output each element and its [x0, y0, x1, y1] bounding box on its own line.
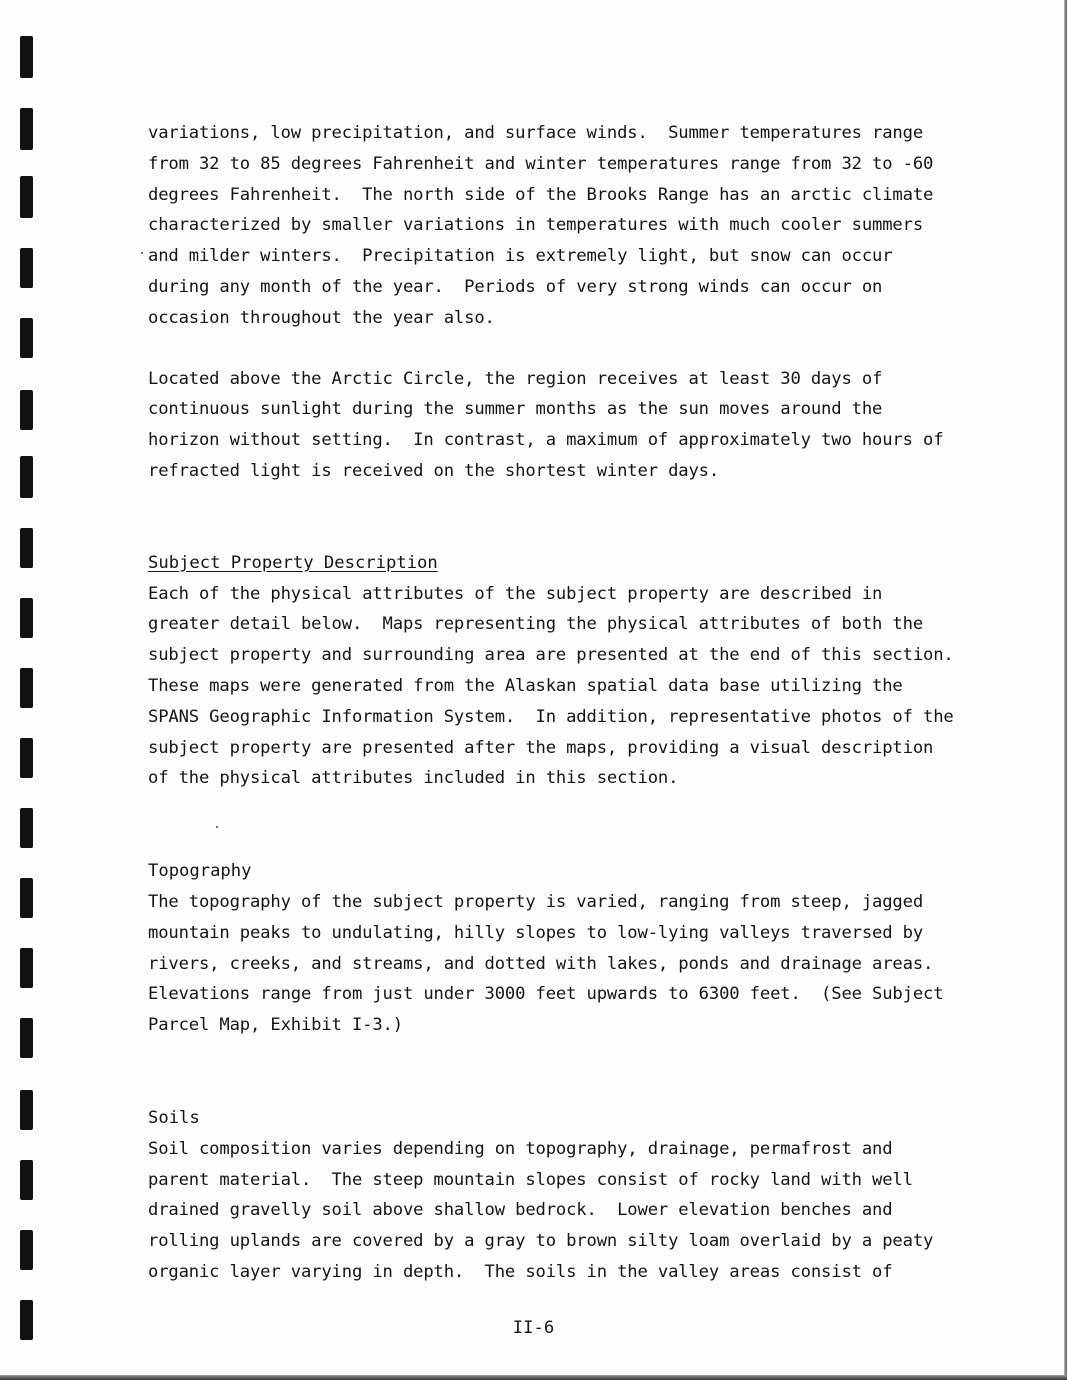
section-topography [148, 856, 978, 1041]
text-line: rolling uplands are covered by a gray to brown silty loam overlaid by a peaty [148, 1231, 934, 1252]
binder-hole-mark [20, 1090, 33, 1130]
binder-hole-mark [20, 318, 33, 358]
text-line: mountain peaks to undulating, hilly slopes to low-lying valleys traversed by [148, 922, 924, 943]
section-soils [148, 1103, 978, 1288]
binder-hole-mark [20, 528, 33, 568]
binder-hole-mark [20, 1160, 33, 1200]
text-line: parent material. The steep mountain slopes consist of rocky land with well [148, 1169, 913, 1190]
text-line: variations, low precipitation, and surface winds. Summer temperatures range [148, 123, 924, 143]
paragraph-gap [148, 334, 978, 364]
text-line: refracted light is received on the shortest winter days. [148, 460, 720, 481]
binder-hole-mark [20, 668, 33, 708]
binder-hole-mark [20, 108, 33, 150]
text-line: drained gravelly soil above shallow bedrock. Lower elevation benches and [148, 1200, 893, 1221]
scan-speck [141, 252, 143, 254]
text-line: The topography of the subject property is varied, ranging from steep, jagged [148, 891, 924, 912]
text-line: from 32 to 85 degrees Fahrenheit and winter temperatures range from 32 to -60 [148, 153, 934, 174]
text-line: These maps were generated from the Alaskan spatial data base utilizing the [148, 675, 903, 696]
text-line: continuous sunlight during the summer months as the sun moves around the [148, 399, 883, 420]
binder-hole-mark [20, 36, 33, 78]
binder-hole-mark [20, 248, 33, 288]
text-line: subject property are presented after the maps, providing a visual description [148, 737, 934, 758]
text-line: subject property and surrounding area are presented at the end of this section. [148, 645, 954, 666]
text-line: Elevations range from just under 3000 feet upwards to 6300 feet. (See Subject [148, 984, 944, 1005]
binder-hole-mark [20, 176, 33, 218]
binder-hole-mark [20, 1018, 33, 1058]
text-line: horizon without setting. In contrast, a maximum of approximately two hours of [148, 430, 944, 451]
section-gap [148, 1041, 978, 1103]
text-line: degrees Fahrenheit. The north side of the Brooks Range has an arctic climate [148, 184, 934, 205]
text-line: and milder winters. Precipitation is extremely light, but snow can occur [148, 246, 893, 267]
binder-hole-mark [20, 738, 33, 778]
text-line: Located above the Arctic Circle, the region receives at least 30 days of [148, 368, 883, 389]
text-line: Parcel Map, Exhibit I-3.) [148, 1015, 403, 1036]
text-line: Soil composition varies depending on topography, drainage, permafrost and [148, 1138, 893, 1159]
binder-hole-mark [20, 948, 33, 988]
binder-hole-mark [20, 808, 33, 848]
section-subject-property [148, 548, 978, 794]
section-heading: Topography [148, 861, 252, 882]
binder-hole-mark [20, 390, 33, 430]
text-line: Each of the physical attributes of the subject property are described in [148, 583, 883, 604]
text-line: SPANS Geographic Information System. In addition, representative photos of the [148, 706, 954, 727]
text-line: rivers, creeks, and streams, and dotted with lakes, ponds and drainage areas. [148, 953, 934, 974]
section-gap [148, 487, 978, 548]
section-heading: Soils [148, 1107, 200, 1128]
binder-hole-mark [20, 598, 33, 638]
text-line: organic layer varying in depth. The soils in the valley areas consist of [148, 1261, 893, 1282]
page-number: II-6 [512, 1318, 555, 1338]
section-gap [148, 794, 978, 856]
text-line: during any month of the year. Periods of very strong winds can occur on [148, 276, 883, 297]
text-line: characterized by smaller variations in temperatures with much cooler summers [148, 215, 924, 236]
binder-hole-mark [20, 1230, 33, 1270]
binder-hole-mark [20, 456, 33, 498]
scan-edge-bottom [0, 1375, 1067, 1380]
text-line: of the physical attributes included in this section. [148, 768, 679, 789]
paragraph-sunlight [148, 364, 978, 487]
binder-hole-mark [20, 878, 33, 918]
paragraph-climate [148, 118, 978, 334]
body-text [148, 118, 978, 1288]
section-heading: Subject Property Description [148, 552, 438, 573]
text-line: greater detail below. Maps representing the physical attributes of both the [148, 614, 924, 635]
text-line: occasion throughout the year also. [148, 307, 495, 328]
